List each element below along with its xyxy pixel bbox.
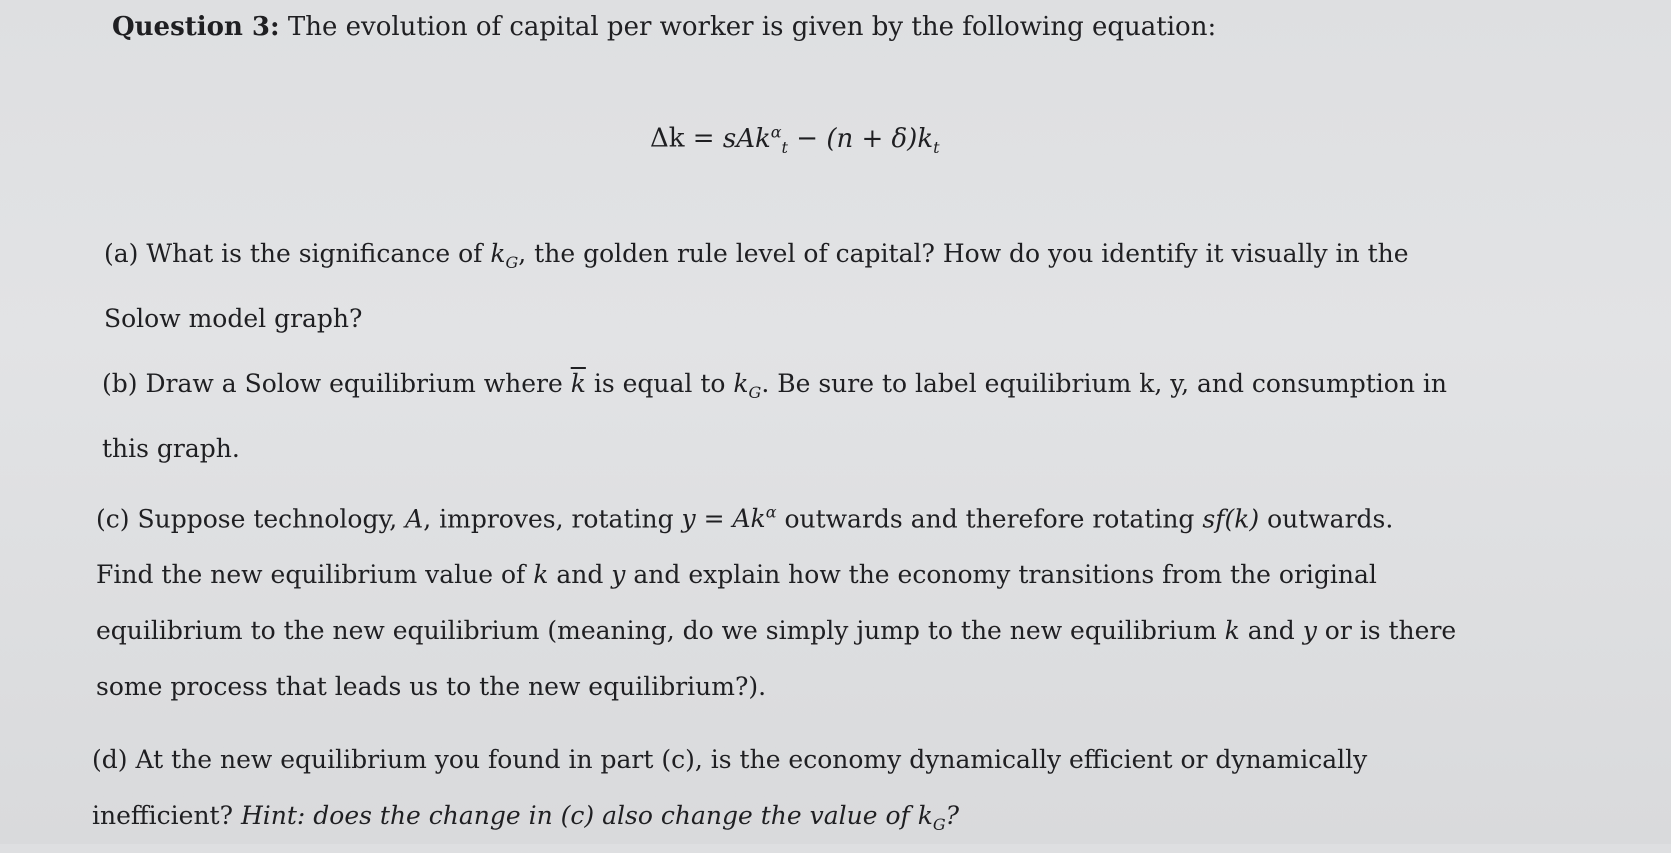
part-d-label: (d) (92, 745, 128, 774)
part-c-line-1: (c) Suppose technology, A, improves, rotating $y = Ak^\alpha$ outwards and therefore rotating sf(k) outwards. (96, 503, 1394, 534)
equation-minus: − (796, 123, 819, 154)
part-a-line-1: (a) What is the significance of $k_G$, the golden rule level of capital? How do you identify it visually in the (104, 239, 1409, 272)
part-c-line-4: some process that leads us to the new equilibrium?). (96, 672, 767, 702)
part-c-label: (c) (96, 504, 130, 534)
part-d (92, 732, 1512, 853)
part-b-line-2: this graph. (102, 434, 240, 463)
part-a-line-2: Solow model graph? (104, 304, 363, 333)
equation-equals: = (692, 123, 715, 154)
golden-rule-k: $k_G$ (490, 239, 519, 272)
question-label: Question 3: (112, 12, 280, 42)
part-b (102, 356, 1522, 477)
steady-state-kbar: $\overline{k}$ (570, 369, 586, 398)
part-c-line-2: Find the new equilibrium value of k and y and explain how the economy transitions from the original (96, 560, 1377, 590)
hint-text: Hint: does the change in (c) also change the value of $k_G$? (240, 801, 960, 834)
equation-term2: $(n + \delta)k_t$ (826, 123, 940, 157)
question-intro: The evolution of capital per worker is given by the following equation: (287, 12, 1217, 42)
part-b-line-1: (b) Draw a Solow equilibrium where $\overline{k}$ is equal to $k_G$. Be sure to label equilibrium k, y, and consumption in (102, 369, 1447, 402)
part-a-label: (a) (104, 239, 139, 268)
equation-lhs: Δk (650, 123, 685, 154)
equation-term1: sAk$^\alpha_t$ (722, 122, 788, 157)
part-a (104, 226, 1524, 347)
part-c (96, 485, 1516, 715)
part-b-label: (b) (102, 369, 138, 398)
part-d-line-1: (d) At the new equilibrium you found in part (c), is the economy dynamically efficient or dynamically (92, 745, 1368, 774)
part-d-line-2: inefficient? Hint: does the change in (c) also change the value of $k_G$? (92, 801, 960, 834)
capital-evolution-equation (650, 122, 940, 157)
question-heading (112, 12, 1216, 42)
golden-rule-k: $k_G$ (733, 369, 762, 402)
part-c-line-3: equilibrium to the new equilibrium (meaning, do we simply jump to the new equilibrium k and y or is there (96, 616, 1457, 646)
production-function: $y = Ak^\alpha$ (681, 503, 777, 534)
